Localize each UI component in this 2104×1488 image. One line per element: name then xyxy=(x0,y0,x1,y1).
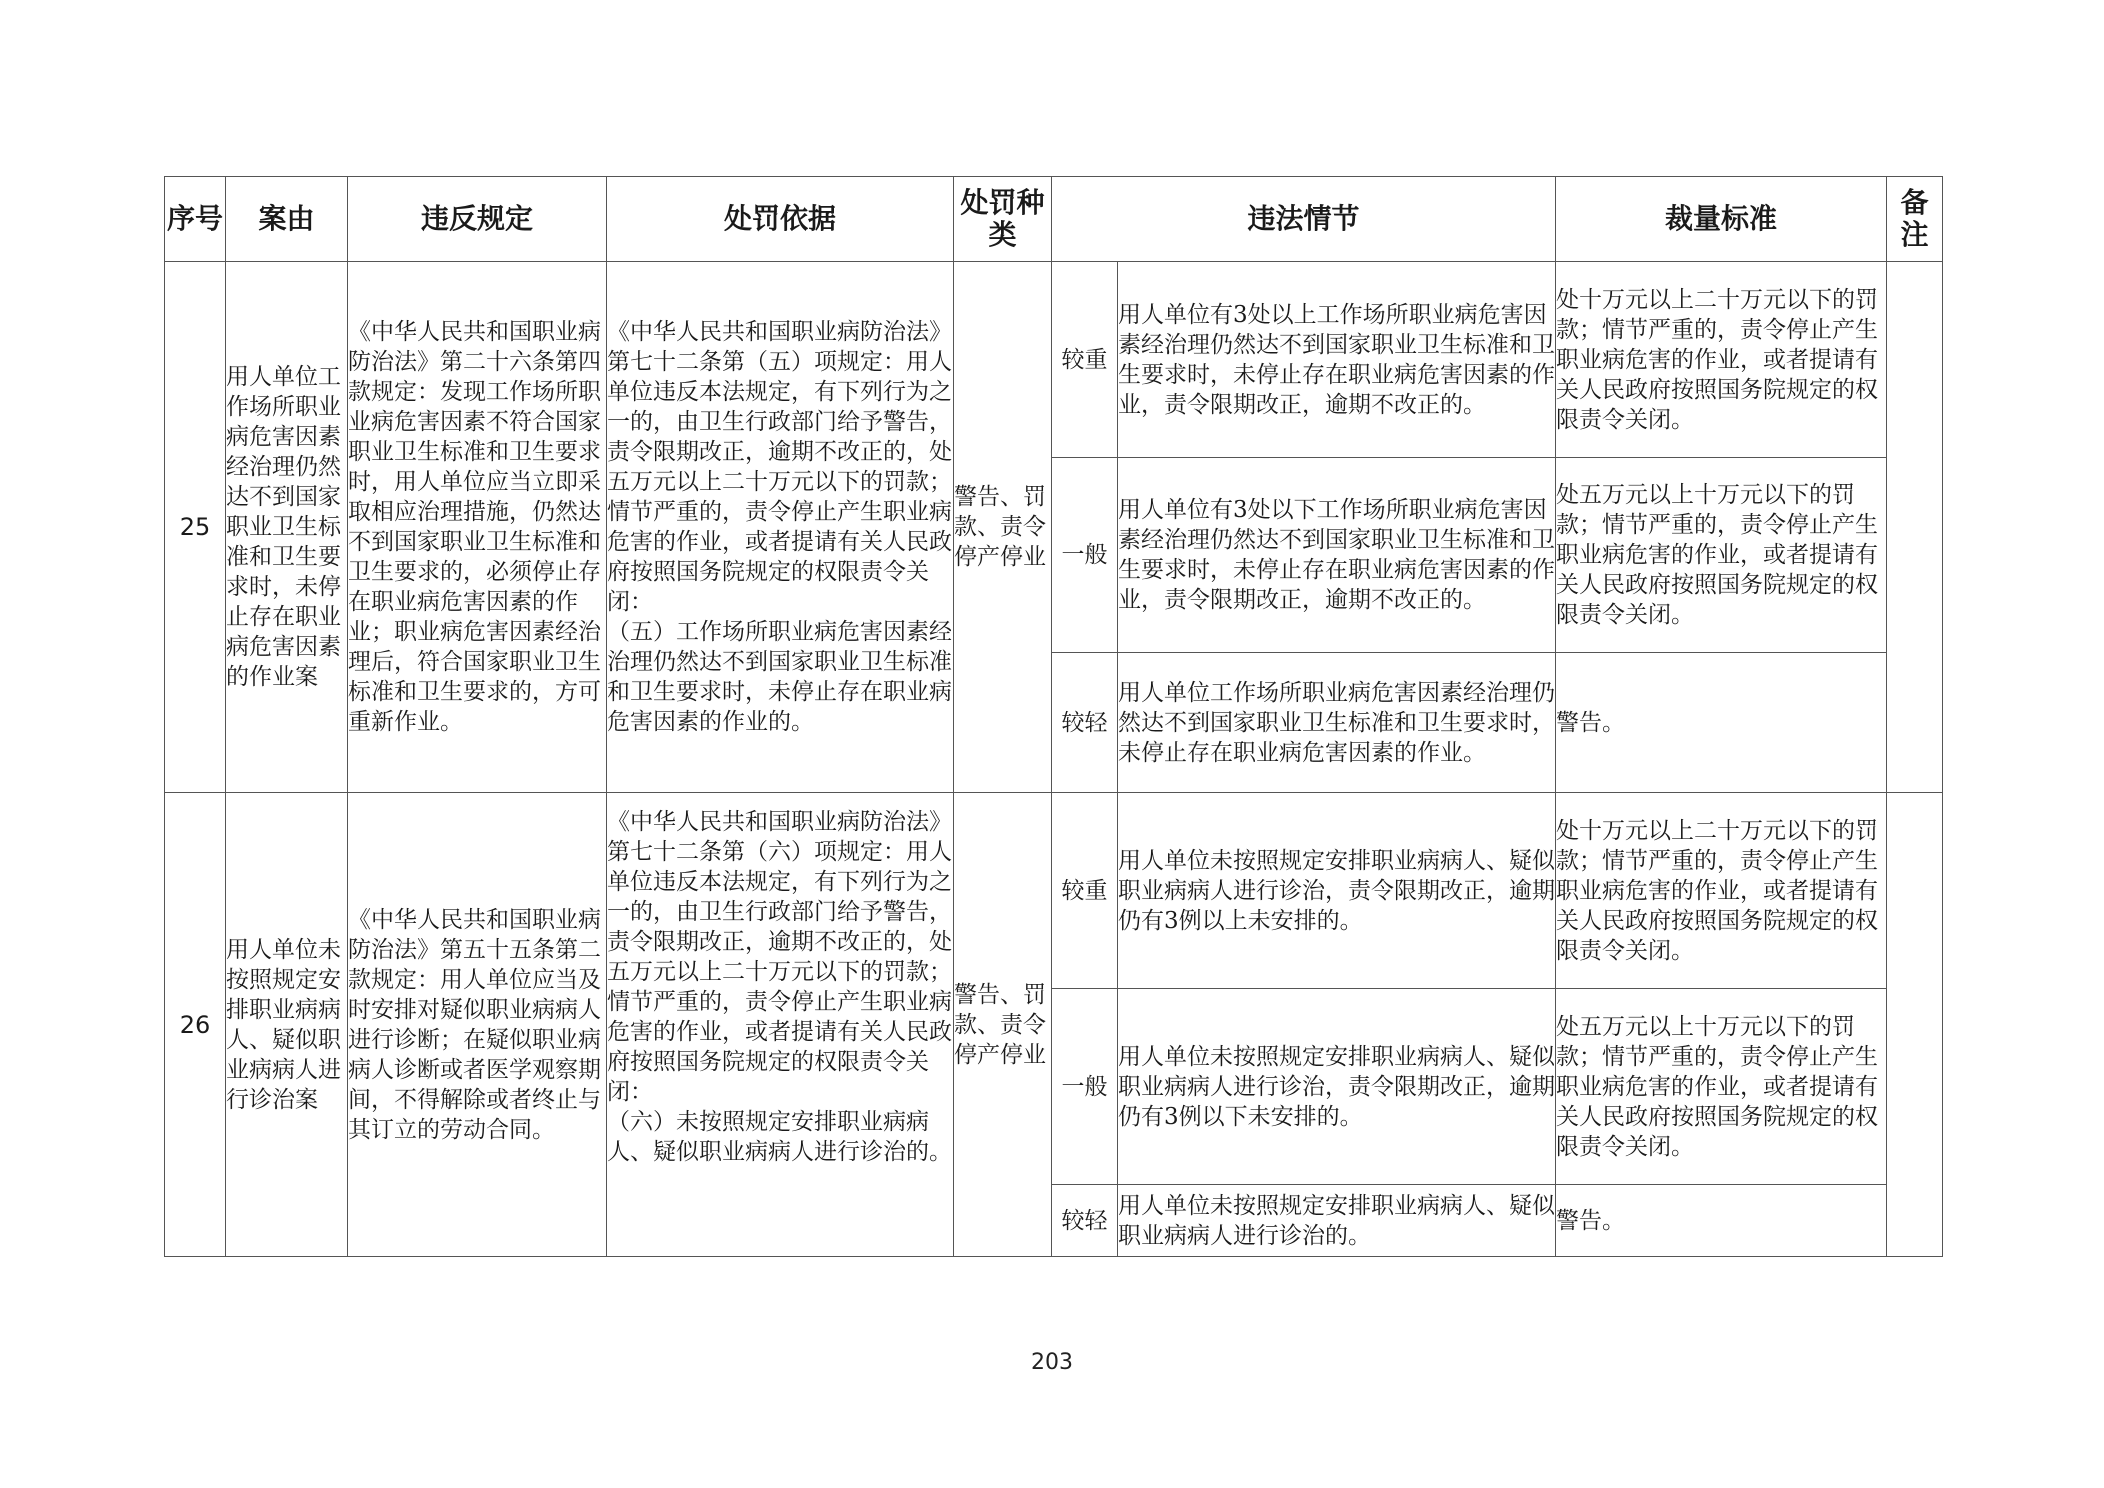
level-standard: 警告。 xyxy=(1556,1185,1887,1257)
level-label: 较重 xyxy=(1052,262,1118,458)
level-circumstance: 用人单位未按照规定安排职业病病人、疑似职业病病人进行诊治的。 xyxy=(1118,1185,1556,1257)
header-note: 备注 xyxy=(1887,177,1943,262)
level-circumstance: 用人单位未按照规定安排职业病病人、疑似职业病病人进行诊治，责令限期改正，逾期仍有3例以下未安排的。 xyxy=(1118,989,1556,1185)
page-number: 203 xyxy=(1031,1350,1073,1375)
row-kind: 警告、罚款、责令停产停业 xyxy=(954,793,1052,1257)
row-basis: 《中华人民共和国职业病防治法》第七十二条第（六）项规定：用人单位违反本法规定，有下列行为之一的，由卫生行政部门给予警告，责令限期改正，逾期不改正的，处五万元以上二十万元以下的罚款；情节严重的，责令停止产生职业病危害的作业，或者提请有关人民政府按照国务院规定的权限责令关闭： （六）未按照规定安排职业病病人、疑似职业病病人进行诊治的。 xyxy=(607,793,954,1257)
header-standard: 裁量标准 xyxy=(1556,177,1887,262)
table-row xyxy=(165,262,1943,458)
level-label: 一般 xyxy=(1052,989,1118,1185)
penalty-discretion-table xyxy=(164,176,1943,1257)
level-label: 较轻 xyxy=(1052,1185,1118,1257)
row-kind: 警告、罚款、责令停产停业 xyxy=(954,262,1052,793)
row-note xyxy=(1887,262,1943,793)
row-case: 用人单位工作场所职业病危害因素经治理仍然达不到国家职业卫生标准和卫生要求时，未停止存在职业病危害因素的作业案 xyxy=(226,262,348,793)
level-circumstance: 用人单位工作场所职业病危害因素经治理仍然达不到国家职业卫生标准和卫生要求时，未停止存在职业病危害因素的作业。 xyxy=(1118,653,1556,793)
level-standard: 处十万元以上二十万元以下的罚款；情节严重的，责令停止产生职业病危害的作业，或者提请有关人民政府按照国务院规定的权限责令关闭。 xyxy=(1556,793,1887,989)
header-seq: 序号 xyxy=(165,177,226,262)
level-label: 较轻 xyxy=(1052,653,1118,793)
level-standard: 处五万元以上十万元以下的罚款；情节严重的，责令停止产生职业病危害的作业，或者提请有关人民政府按照国务院规定的权限责令关闭。 xyxy=(1556,989,1887,1185)
level-circumstance: 用人单位有3处以下工作场所职业病危害因素经治理仍然达不到国家职业卫生标准和卫生要求时，未停止存在职业病危害因素的作业，责令限期改正，逾期不改正的。 xyxy=(1118,458,1556,653)
row-case: 用人单位未按照规定安排职业病病人、疑似职业病病人进行诊治案 xyxy=(226,793,348,1257)
row-note xyxy=(1887,793,1943,1257)
header-circumstance: 违法情节 xyxy=(1052,177,1556,262)
table-header-row xyxy=(165,177,1943,262)
level-label: 一般 xyxy=(1052,458,1118,653)
row-rule: 《中华人民共和国职业病防治法》第二十六条第四款规定：发现工作场所职业病危害因素不符合国家职业卫生标准和卫生要求时，用人单位应当立即采取相应治理措施，仍然达不到国家职业卫生标准和卫生要求的，必须停止存在职业病危害因素的作业；职业病危害因素经治理后，符合国家职业卫生标准和卫生要求的，方可重新作业。 xyxy=(348,262,607,793)
table-row xyxy=(165,793,1943,989)
row-basis: 《中华人民共和国职业病防治法》第七十二条第（五）项规定：用人单位违反本法规定，有下列行为之一的，由卫生行政部门给予警告，责令限期改正，逾期不改正的，处五万元以上二十万元以下的罚款；情节严重的，责令停止产生职业病危害的作业，或者提请有关人民政府按照国务院规定的权限责令关闭： （五）工作场所职业病危害因素经治理仍然达不到国家职业卫生标准和卫生要求时，未停止存在职业病危害因素的作业的。 xyxy=(607,262,954,793)
row-seq: 26 xyxy=(165,793,226,1257)
level-circumstance: 用人单位有3处以上工作场所职业病危害因素经治理仍然达不到国家职业卫生标准和卫生要求时，未停止存在职业病危害因素的作业，责令限期改正，逾期不改正的。 xyxy=(1118,262,1556,458)
header-case: 案由 xyxy=(226,177,348,262)
level-standard: 处十万元以上二十万元以下的罚款；情节严重的，责令停止产生职业病危害的作业，或者提请有关人民政府按照国务院规定的权限责令关闭。 xyxy=(1556,262,1887,458)
level-label: 较重 xyxy=(1052,793,1118,989)
level-circumstance: 用人单位未按照规定安排职业病病人、疑似职业病病人进行诊治，责令限期改正，逾期仍有3例以上未安排的。 xyxy=(1118,793,1556,989)
row-rule: 《中华人民共和国职业病防治法》第五十五条第二款规定：用人单位应当及时安排对疑似职业病病人进行诊断；在疑似职业病病人诊断或者医学观察期间，不得解除或者终止与其订立的劳动合同。 xyxy=(348,793,607,1257)
header-kind: 处罚种类 xyxy=(954,177,1052,262)
header-basis: 处罚依据 xyxy=(607,177,954,262)
level-standard: 警告。 xyxy=(1556,653,1887,793)
header-rule: 违反规定 xyxy=(348,177,607,262)
level-standard: 处五万元以上十万元以下的罚款；情节严重的，责令停止产生职业病危害的作业，或者提请有关人民政府按照国务院规定的权限责令关闭。 xyxy=(1556,458,1887,653)
row-seq: 25 xyxy=(165,262,226,793)
